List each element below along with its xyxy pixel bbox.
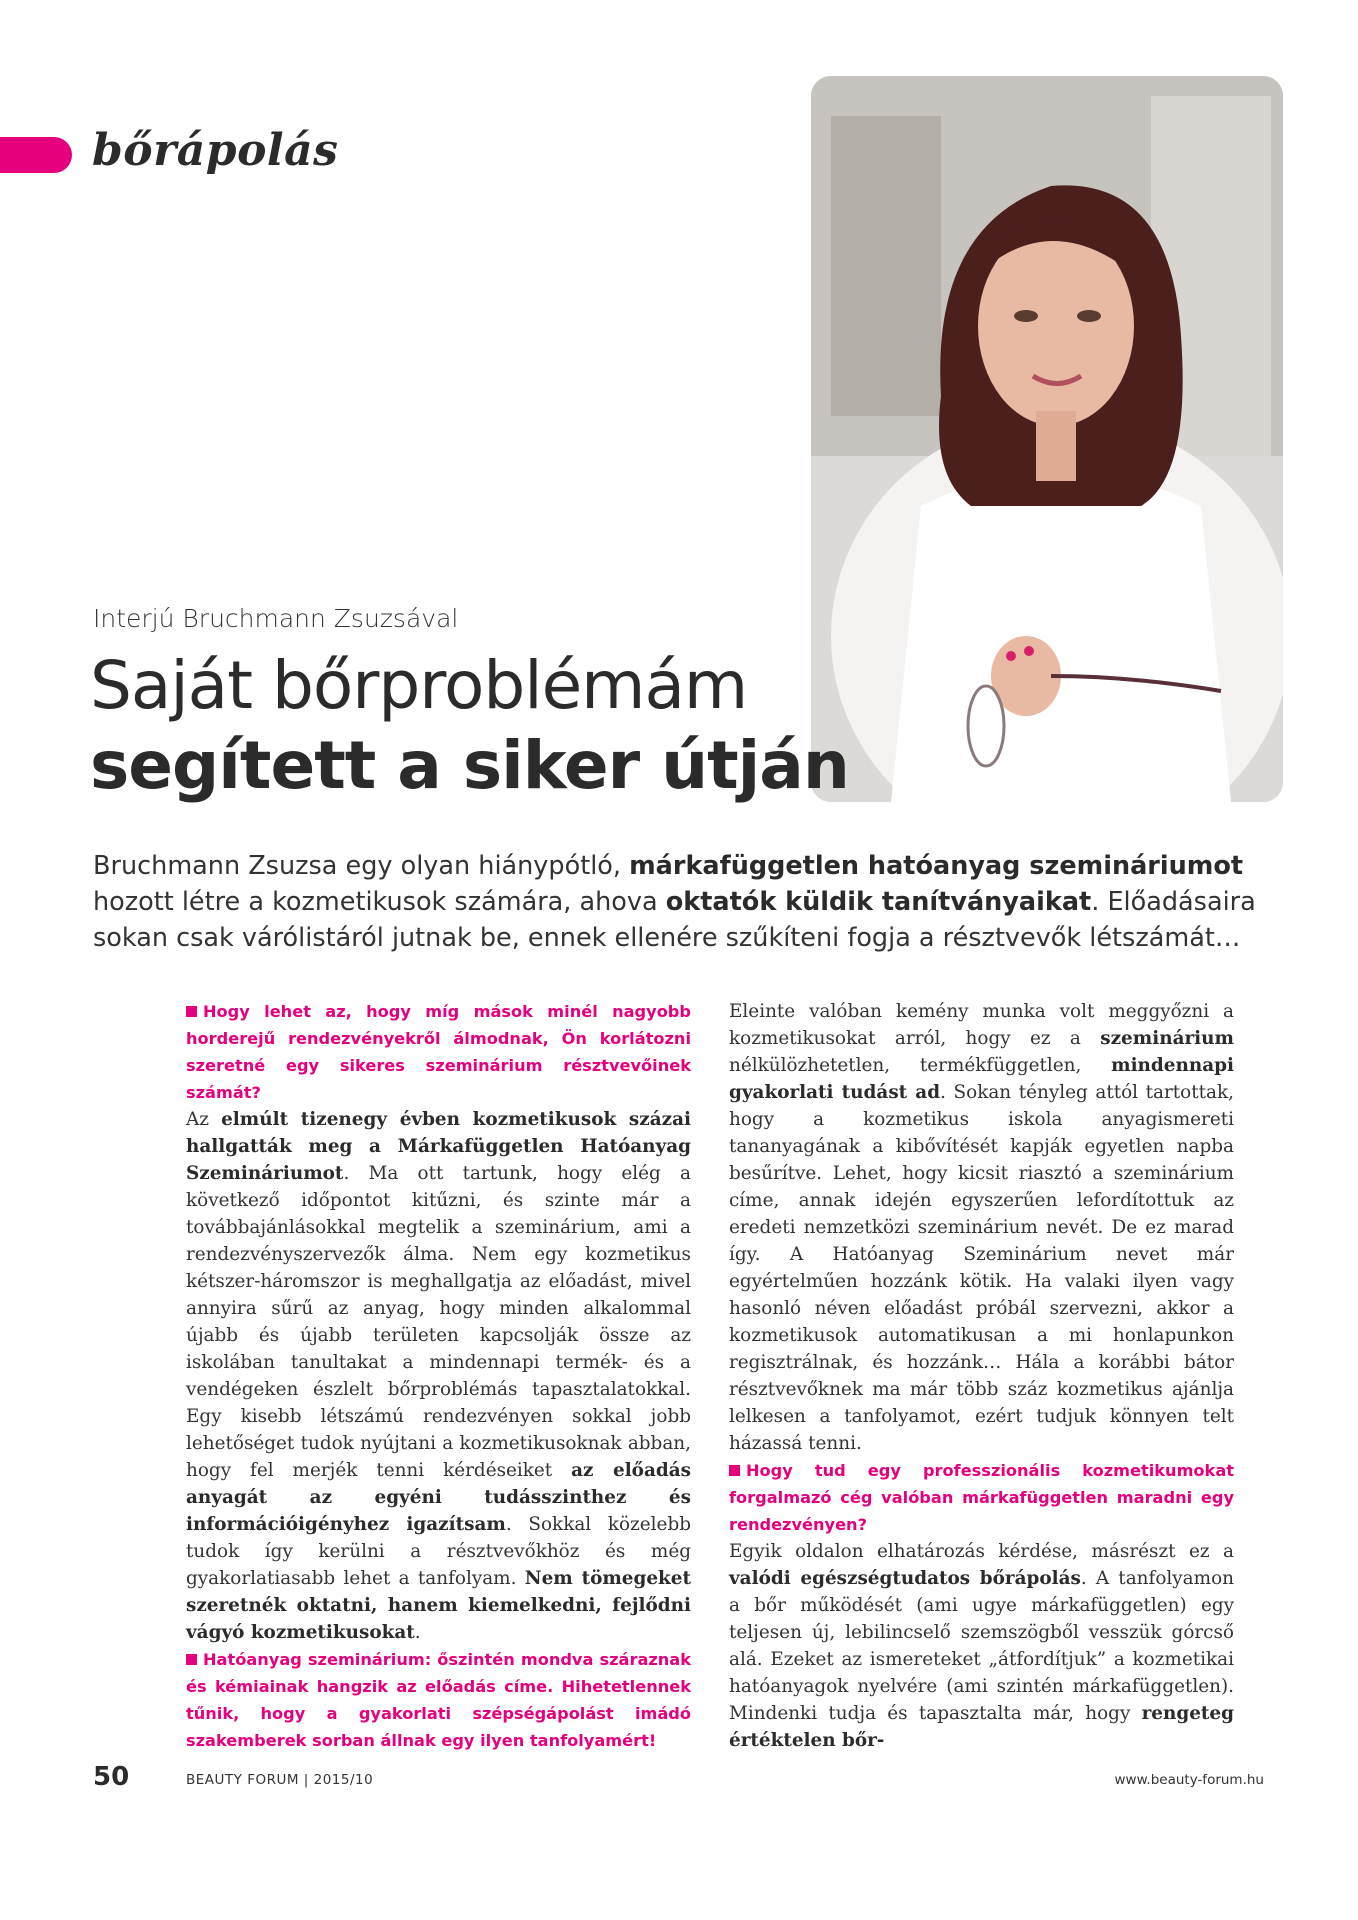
bullet-square-icon: [186, 1654, 197, 1665]
lead-text-1: Bruchmann Zsuzsa egy olyan hiánypótló,: [93, 851, 630, 881]
lead-text-2: hozott létre a kozmetikusok számára, ahova: [93, 887, 666, 917]
lead-bold-2: oktatók küldik tanítványaikat: [665, 887, 1092, 917]
lead-bold-1: márkafüggetlen hatóanyag szemináriumot: [629, 851, 1244, 881]
answer-2: Eleinte valóban kemény munka volt meggyőzni a kozmetikusokat arról, hogy ez a szeminárium nélkülözhetetlen, termékfüggetlen, mindennapi gyakorlati tudást ad. Sokan tényleg attól tartottak, hogy a kozmetikus iskola anyagismereti tananyagának a kibővítését kapják egyetlen napba besűrítve. Lehet, hogy kicsit riasztó a szeminárium címe, annak idején egyszerűen lefordítottuk az eredeti nemzetközi szeminárium nevét. De ez marad így. A Hatóanyag Szeminárium nevet már egyértelműen hozzánk kötik. Ha valaki ilyen vagy hasonló néven előadást próbál szervezni, akkor a kozmetikusok automatikusan a mi honlapunkon regisztrálnak, és hozzánk… Hála a korábbi bátor résztvevőknek ma már több száz kozmetikus ajánlja lelkesen a tanfolyamot, ezért tudjuk könnyen telt házassá tenni.: [729, 1001, 1234, 1454]
bullet-square-icon: [186, 1006, 197, 1017]
left-column: [186, 998, 691, 1754]
bullet-square-icon: [729, 1465, 740, 1476]
page-number: 50: [93, 1762, 130, 1792]
question-1: Hogy lehet az, hogy míg mások minél nagyobb horderejű rendezvényekről álmodnak, Ön korlátozni szeretné egy sikeres szeminárium résztvevőinek számát?: [186, 1002, 691, 1102]
question-3: Hogy tud egy professzionális kozmetikumokat forgalmazó cég valóban márkafüggetlen maradni egy rendezvényen?: [729, 1461, 1234, 1534]
section-title: bőrápolás: [92, 125, 339, 176]
magazine-issue: BEAUTY FORUM | 2015/10: [186, 1772, 374, 1788]
lead-text-3: . Előadásaira sokan csak várólistáról jutnak be, ennek ellenére szűkíteni fogja a résztvevők létszámát…: [93, 887, 1256, 953]
article-lead: [93, 848, 1293, 956]
answer-3: Egyik oldalon elhatározás kérdése, másrészt ez a valódi egészségtudatos bőrápolás. A tanfolyamon a bőr működését (ami ugye márkafüggetlen) egy teljesen új, lebilincselő szemszögből vesszük górcső alá. Ezeket az ismereteket „átfordítjuk” a kozmetikai hatóanyagok nyelvére (ami szintén márkafüggetlen). Mindenki tudja és tapasztalta már, hogy rengeteg értéktelen bőr-: [729, 1541, 1234, 1751]
answer-1: Az elmúlt tizenegy évben kozmetikusok százai hallgatták meg a Márkafüggetlen Hatóanyag Szemináriumot. Ma ott tartunk, hogy elég a következő időpontot kitűzni, és szinte már a továbbajánlásokkal megtelik a szeminárium, ami a rendezvényszervezők álma. Nem egy kozmetikus kétszer-háromszor is meghallgatja az előadást, mivel annyira sűrű az anyag, hogy minden alkalommal újabb és újabb területen kapcsolják össze az iskolában tanultakat a mindennapi termék- és a vendégeken észlelt bőrproblémás tapasztalatokkal. Egy kisebb létszámú rendezvényen sokkal jobb lehetőséget tudok nyújtani a kozmetikusoknak abban, hogy fel merjék tenni kérdéseiket az előadás anyagát az egyéni tudásszinthez és információigényhez igazítsam. Sokkal közelebb tudok így kerülni a résztvevőkhöz és még gyakorlatiasabb lehet a tanfolyam. Nem tömegeket szeretnék oktatni, hanem kiemelkedni, fejlődni vágyó kozmetikusokat.: [186, 1109, 691, 1643]
right-column: [729, 998, 1234, 1754]
section-tag-bar: [0, 137, 72, 173]
question-2: Hatóanyag szeminárium: őszintén mondva száraznak és kémiainak hangzik az előadás címe. Hihetetlennek tűnik, hogy a gyakorlati szépségápolást imádó szakemberek sorban állnak egy ilyen tanfolyamért!: [186, 1650, 691, 1750]
portrait-illustration: [811, 76, 1283, 802]
headline-line-2: segített a siker útján: [90, 727, 849, 804]
article-kicker: Interjú Bruchmann Zsuzsával: [93, 604, 459, 633]
portrait-photo: [811, 76, 1283, 802]
article-headline: [90, 646, 849, 806]
headline-line-1: Saját bőrproblémám: [90, 647, 748, 724]
website-url: www.beauty-forum.hu: [1114, 1772, 1264, 1788]
